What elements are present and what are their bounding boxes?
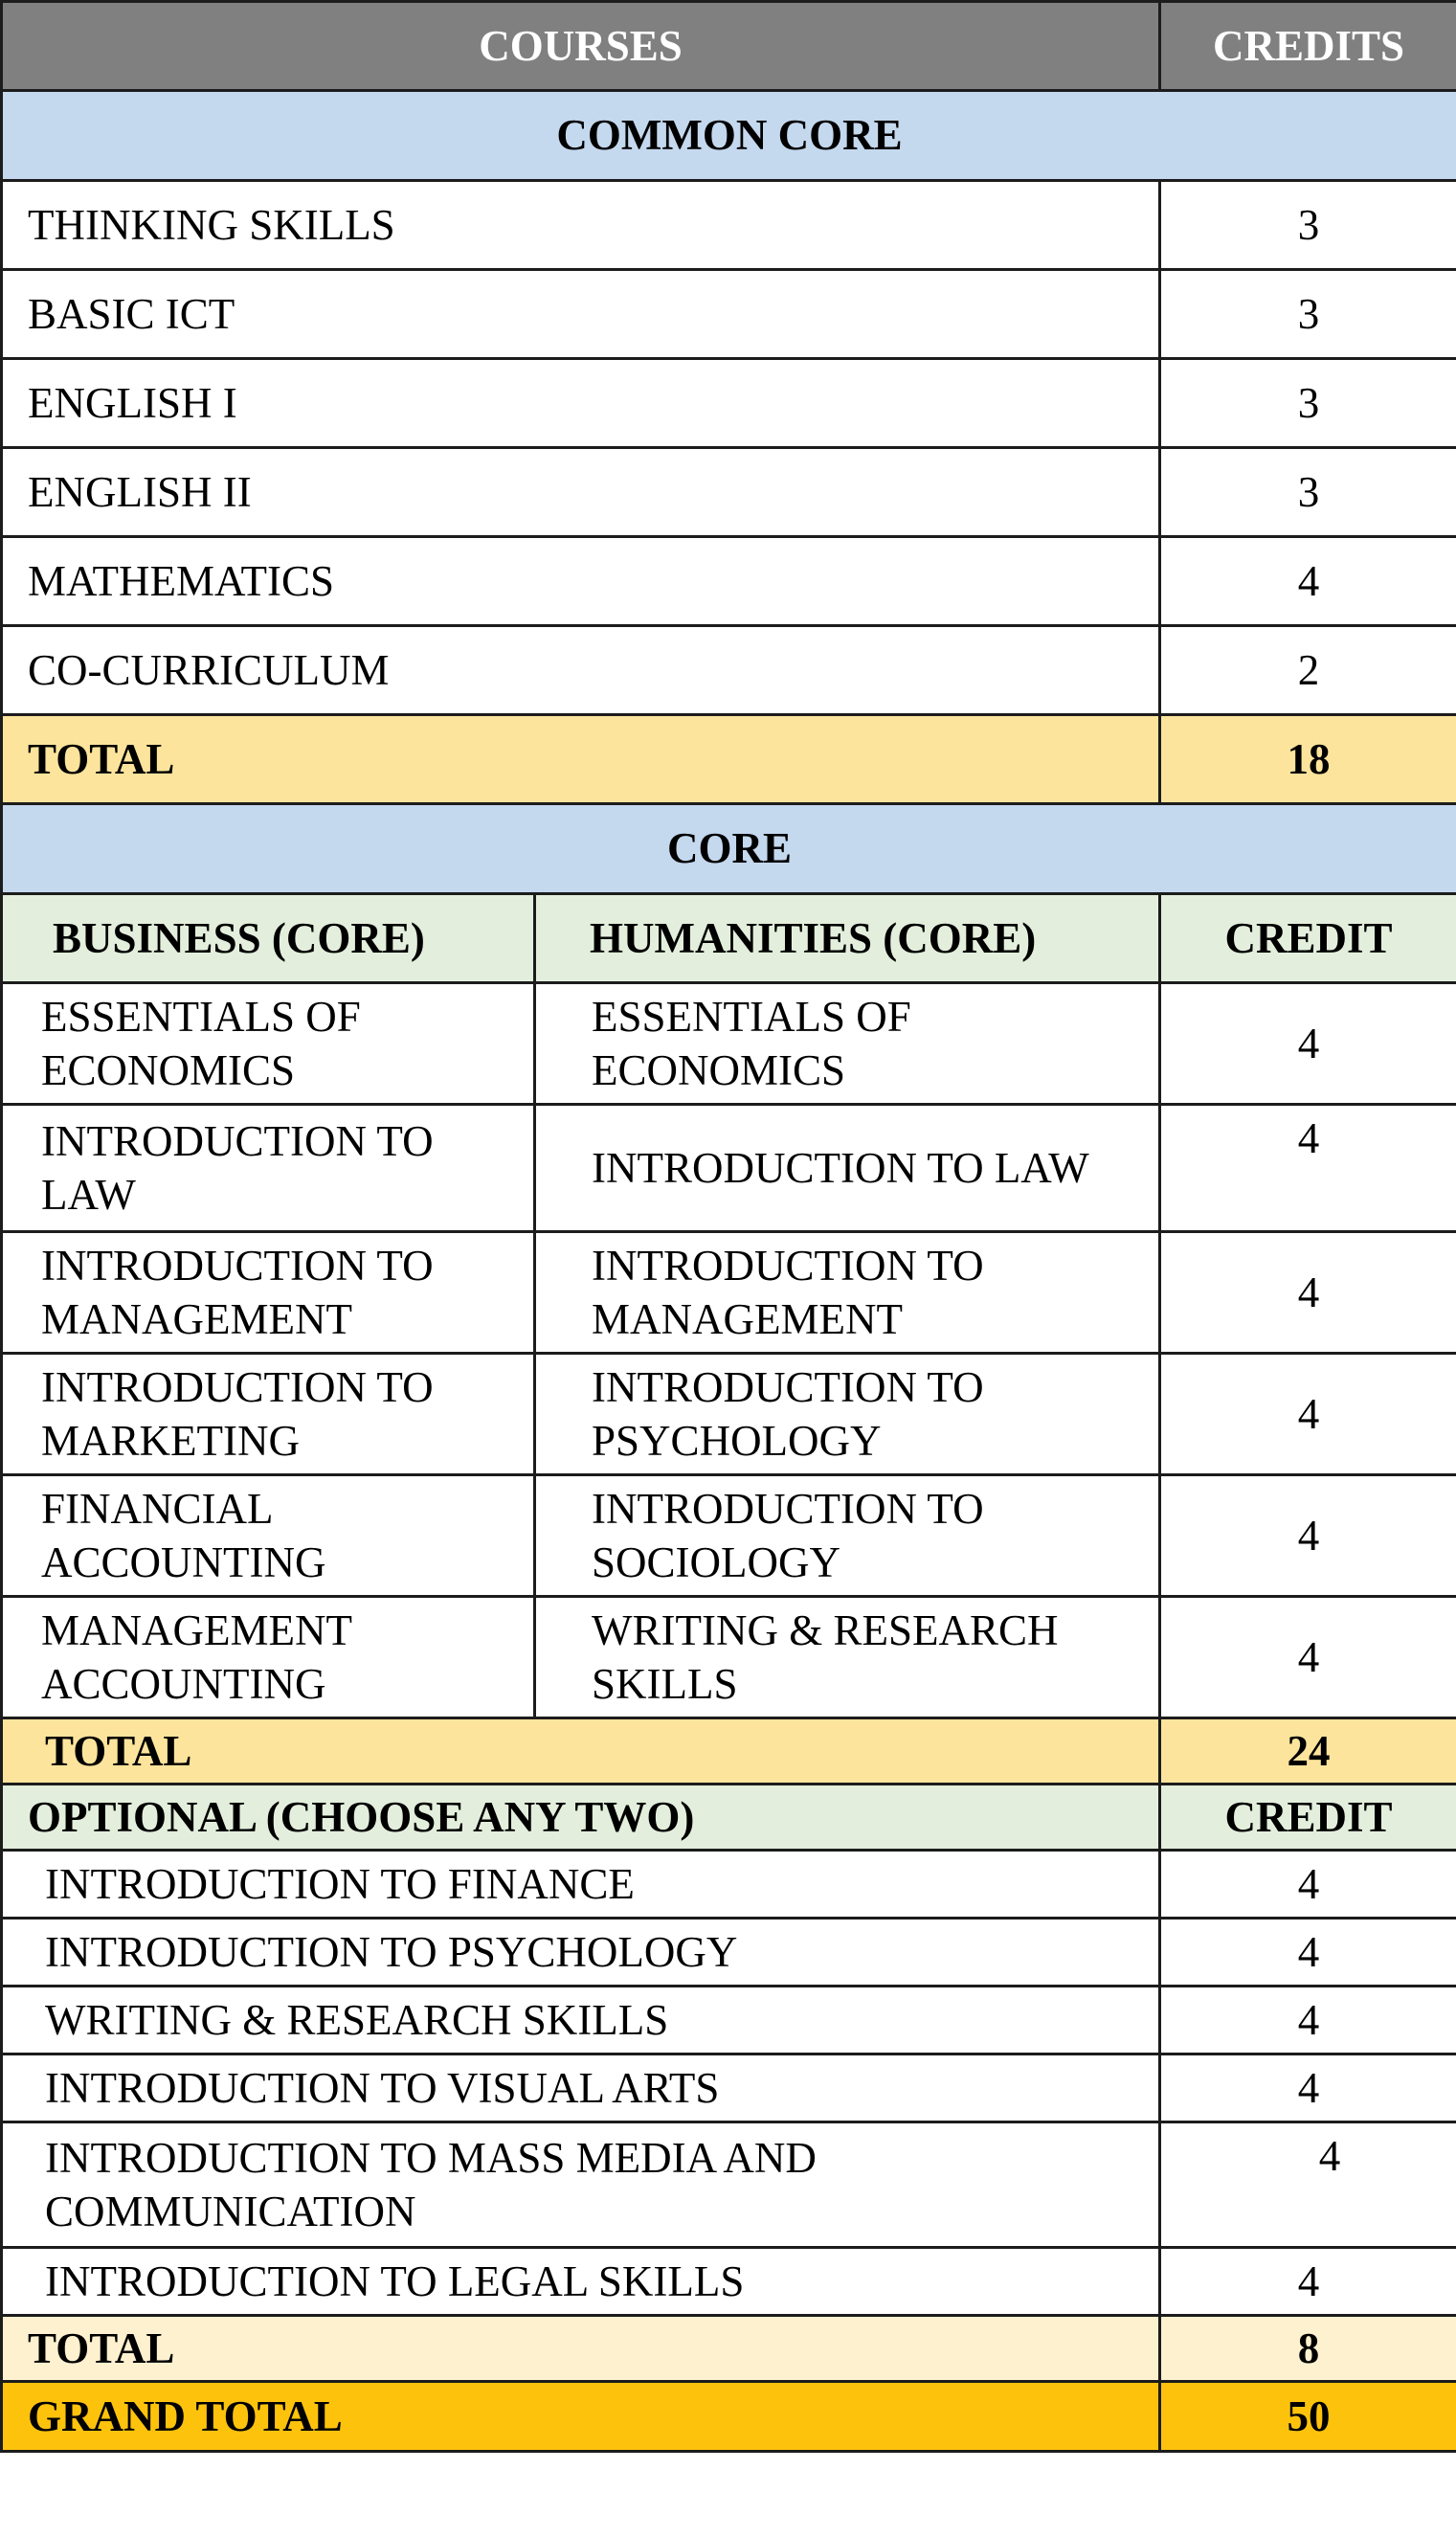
table-row xyxy=(2,270,1456,359)
core-credit: 4 xyxy=(1160,983,1456,1105)
table-row xyxy=(2,1354,1456,1475)
table-row xyxy=(2,1475,1456,1597)
course-credits: 4 xyxy=(1160,537,1456,626)
business-course: MANAGEMENT ACCOUNTING xyxy=(2,1597,535,1718)
table-header-row xyxy=(2,2,1456,91)
business-course: FINANCIAL ACCOUNTING xyxy=(2,1475,535,1597)
table-row xyxy=(2,1987,1456,2054)
core-total-row xyxy=(2,1718,1456,1785)
course-credits: 2 xyxy=(1160,626,1456,715)
core-credit: 4 xyxy=(1160,1354,1456,1475)
course-credits: 3 xyxy=(1160,448,1456,537)
optional-course: INTRODUCTION TO FINANCE xyxy=(2,1851,1160,1919)
optional-course: WRITING & RESEARCH SKILLS xyxy=(2,1987,1160,2054)
table-row xyxy=(2,2248,1456,2316)
total-value: 8 xyxy=(1160,2316,1456,2382)
course-credits: 3 xyxy=(1160,359,1456,448)
core-section-row xyxy=(2,804,1456,894)
humanities-course: ESSENTIALS OF ECONOMICS xyxy=(535,983,1160,1105)
course-credits: 3 xyxy=(1160,270,1456,359)
table-row xyxy=(2,983,1456,1105)
core-title: CORE xyxy=(2,804,1456,894)
optional-total-row xyxy=(2,2316,1456,2382)
optional-course: INTRODUCTION TO MASS MEDIA AND COMMUNICATION xyxy=(2,2122,1160,2248)
table-row xyxy=(2,1919,1456,1987)
optional-credit: 4 xyxy=(1160,1987,1456,2054)
table-row xyxy=(2,1851,1456,1919)
humanities-course: WRITING & RESEARCH SKILLS xyxy=(535,1597,1160,1718)
optional-course: INTRODUCTION TO VISUAL ARTS xyxy=(2,2054,1160,2122)
grand-total-value: 50 xyxy=(1160,2382,1456,2452)
total-value: 24 xyxy=(1160,1718,1456,1785)
table-row xyxy=(2,359,1456,448)
table-row xyxy=(2,1597,1456,1718)
optional-credit: 4 xyxy=(1160,1851,1456,1919)
table-row xyxy=(2,448,1456,537)
core-credit: 4 xyxy=(1160,1105,1456,1232)
common-core-title: COMMON CORE xyxy=(2,91,1456,181)
optional-course: INTRODUCTION TO LEGAL SKILLS xyxy=(2,2248,1160,2316)
optional-credit: 4 xyxy=(1160,2122,1456,2248)
table-row xyxy=(2,626,1456,715)
optional-credit: 4 xyxy=(1160,1919,1456,1987)
table-row xyxy=(2,1232,1456,1354)
grand-total-row xyxy=(2,2382,1456,2452)
grand-total-label: GRAND TOTAL xyxy=(2,2382,1160,2452)
total-label: TOTAL xyxy=(2,2316,1160,2382)
optional-header-row xyxy=(2,1785,1456,1851)
total-value: 18 xyxy=(1160,715,1456,804)
course-name: CO-CURRICULUM xyxy=(2,626,1160,715)
optional-header: OPTIONAL (CHOOSE ANY TWO) xyxy=(2,1785,1160,1851)
common-core-section-row xyxy=(2,91,1456,181)
course-name: ENGLISH I xyxy=(2,359,1160,448)
core-credit: 4 xyxy=(1160,1597,1456,1718)
business-course: INTRODUCTION TO LAW xyxy=(2,1105,535,1232)
table-row xyxy=(2,537,1456,626)
courses-header: COURSES xyxy=(2,2,1160,91)
table-row xyxy=(2,2054,1456,2122)
course-credits: 3 xyxy=(1160,181,1456,270)
course-name: BASIC ICT xyxy=(2,270,1160,359)
table-row xyxy=(2,2122,1456,2248)
humanities-course: INTRODUCTION TO LAW xyxy=(535,1105,1160,1232)
credits-header: CREDITS xyxy=(1160,2,1456,91)
common-core-total-row xyxy=(2,715,1456,804)
business-course: ESSENTIALS OF ECONOMICS xyxy=(2,983,535,1105)
core-credit: 4 xyxy=(1160,1475,1456,1597)
course-name: ENGLISH II xyxy=(2,448,1160,537)
total-label: TOTAL xyxy=(2,1718,1160,1785)
business-course: INTRODUCTION TO MARKETING xyxy=(2,1354,535,1475)
humanities-core-header: HUMANITIES (CORE) xyxy=(535,894,1160,983)
humanities-course: INTRODUCTION TO PSYCHOLOGY xyxy=(535,1354,1160,1475)
optional-credit-header: CREDIT xyxy=(1160,1785,1456,1851)
table-row xyxy=(2,181,1456,270)
course-name: MATHEMATICS xyxy=(2,537,1160,626)
total-label: TOTAL xyxy=(2,715,1160,804)
optional-credit: 4 xyxy=(1160,2054,1456,2122)
optional-credit: 4 xyxy=(1160,2248,1456,2316)
business-course: INTRODUCTION TO MANAGEMENT xyxy=(2,1232,535,1354)
table-row xyxy=(2,1105,1456,1232)
humanities-course: INTRODUCTION TO MANAGEMENT xyxy=(535,1232,1160,1354)
business-core-header: BUSINESS (CORE) xyxy=(2,894,535,983)
optional-course: INTRODUCTION TO PSYCHOLOGY xyxy=(2,1919,1160,1987)
core-subheader-row xyxy=(2,894,1456,983)
course-name: THINKING SKILLS xyxy=(2,181,1160,270)
humanities-course: INTRODUCTION TO SOCIOLOGY xyxy=(535,1475,1160,1597)
core-credit-header: CREDIT xyxy=(1160,894,1456,983)
core-credit: 4 xyxy=(1160,1232,1456,1354)
